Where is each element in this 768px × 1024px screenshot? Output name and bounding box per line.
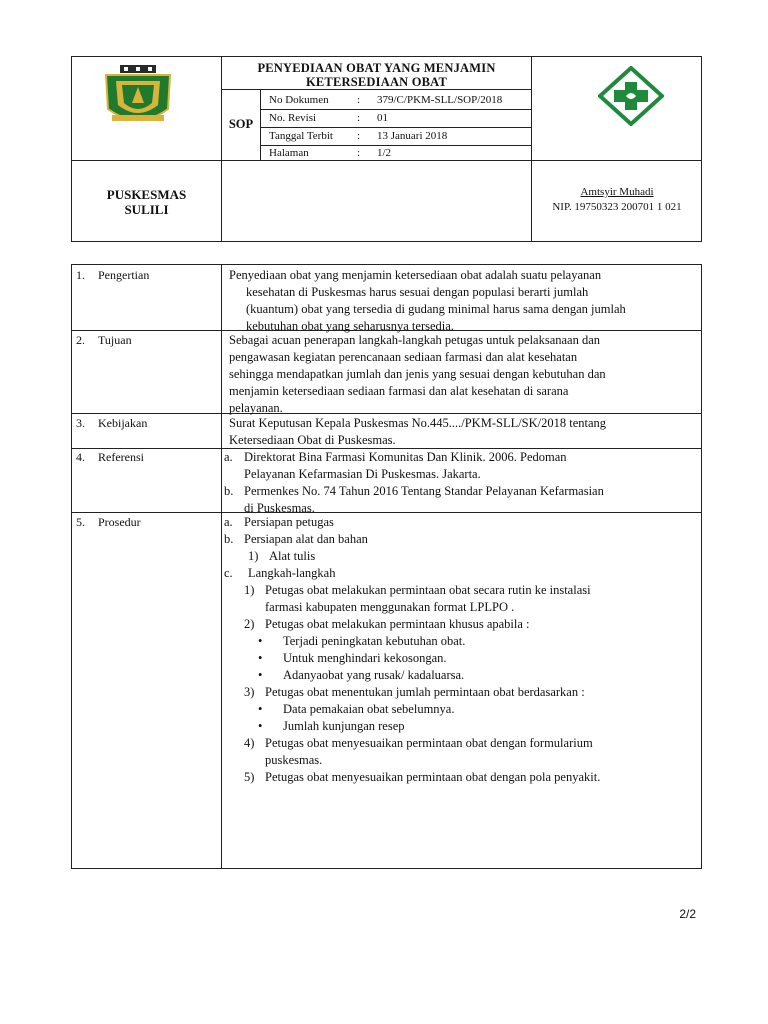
reference-item-a — [244, 449, 699, 483]
list-marker: 3) — [244, 685, 255, 699]
title-line-1: PENYEDIAAN OBAT YANG MENJAMIN — [257, 61, 496, 75]
list-marker: c. — [224, 566, 233, 580]
section-title: Pengertian — [98, 268, 150, 282]
section-title: Referensi — [98, 450, 144, 464]
procedure-step-4 — [265, 735, 695, 769]
list-marker: 1) — [244, 583, 255, 597]
bullet-item: Data pemakaian obat sebelumnya. — [283, 702, 455, 716]
bullet-item: Jumlah kunjungan resep — [283, 719, 405, 733]
text-line: kesehatan di Puskesmas harus sesuai dengan populasi berarti jumlah — [246, 285, 589, 299]
meta-sep: : — [357, 130, 361, 142]
bullet-icon: • — [258, 702, 263, 716]
sop-content-table — [71, 264, 702, 869]
text-line: sehingga mendapatkan jumlah dan jenis yang sesuai dengan kebutuhan dan — [229, 367, 606, 381]
section-title: Tujuan — [98, 333, 132, 347]
text-line: pelayanan. — [229, 401, 283, 415]
text-line: Surat Keputusan Kepala Puskesmas No.445..../PKM-SLL/SK/2018 tentang — [229, 416, 607, 430]
text-line: Petugas obat menyesuaikan permintaan obat dengan formularium — [265, 736, 593, 750]
sop-label: SOP — [228, 117, 254, 131]
bullet-item: Untuk menghindari kekosongan. — [283, 651, 447, 665]
section-label-kebijakan — [76, 416, 147, 431]
section-label-prosedur — [76, 515, 141, 530]
signer-name: Amtsyir Muhadi — [580, 186, 654, 198]
sop-header-table — [71, 56, 702, 242]
text-line: puskesmas. — [265, 753, 323, 767]
meta-value: 13 Januari 2018 — [377, 130, 448, 142]
procedure-item-b1: Alat tulis — [269, 549, 316, 563]
puskesmas-cross-logo — [598, 66, 664, 126]
text-line: Sebagai acuan penerapan langkah-langkah petugas untuk pelaksanaan dan — [229, 333, 601, 347]
list-marker: 5) — [244, 770, 255, 784]
bullet-icon: • — [258, 634, 263, 648]
text-line: kebutuhan obat yang seharusnya tersedia. — [246, 319, 454, 333]
section-number: 5. — [76, 515, 85, 529]
text-line: Penyediaan obat yang menjamin ketersediaan obat adalah suatu pelayanan — [229, 268, 602, 282]
text-line: farmasi kabupaten menggunakan format LPLPO . — [265, 600, 515, 614]
procedure-step-1 — [265, 582, 695, 616]
meta-value: 1/2 — [377, 146, 392, 159]
section-label-pengertian — [76, 268, 149, 283]
bullet-icon: • — [258, 651, 263, 665]
signer-block — [532, 185, 702, 215]
puskesmas-line-1: PUSKESMAS — [106, 187, 187, 202]
meta-row-page — [261, 145, 523, 160]
meta-key: No. Revisi — [269, 112, 317, 124]
meta-key: Halaman — [269, 146, 309, 159]
section-text-pengertian — [229, 267, 699, 335]
bullet-item: Adanyaobat yang rusak/ kadaluarsa. — [283, 668, 465, 682]
meta-key: Tanggal Terbit — [269, 130, 333, 142]
section-title: Kebijakan — [98, 416, 148, 430]
meta-row-issue-date — [261, 127, 523, 145]
page-number: 2/2 — [679, 907, 696, 921]
document-title — [222, 61, 531, 89]
list-marker: 1) — [248, 549, 259, 563]
text-line: Petugas obat melakukan permintaan obat secara rutin ke instalasi — [265, 583, 591, 597]
text-line: menjamin ketersediaan sediaan farmasi dan alat kesehatan di sarana — [229, 384, 569, 398]
meta-key: No Dokumen — [269, 94, 329, 106]
section-number: 3. — [76, 416, 85, 430]
section-number: 4. — [76, 450, 85, 464]
section-number: 2. — [76, 333, 85, 347]
list-marker: 4) — [244, 736, 255, 750]
text-line: Direktorat Bina Farmasi Komunitas Dan Klinik. 2006. Pedoman — [244, 450, 567, 464]
bullet-item: Terjadi peningkatan kebutuhan obat. — [283, 634, 466, 648]
section-number: 1. — [76, 268, 85, 282]
procedure-step-3: Petugas obat menentukan jumlah permintaan obat berdasarkan : — [265, 685, 585, 699]
signer-nip: NIP. 19750323 200701 1 021 — [552, 201, 682, 213]
meta-sep: : — [357, 146, 361, 159]
list-marker: 2) — [244, 617, 255, 631]
text-line: (kuantum) obat yang tersedia di gudang minimal harus sama dengan jumlah — [246, 302, 626, 316]
procedure-item-b: Persiapan alat dan bahan — [244, 532, 368, 546]
text-line: pengawasan kegiatan perencanaan sediaan farmasi dan alat kesehatan — [229, 350, 578, 364]
text-line: di Puskesmas. — [244, 501, 315, 515]
bullet-icon: • — [258, 668, 263, 682]
procedure-step-2: Petugas obat melakukan permintaan khusus apabila : — [265, 617, 530, 631]
meta-value: 379/C/PKM-SLL/SOP/2018 — [377, 94, 503, 106]
meta-row-revision — [261, 109, 523, 127]
meta-row-doc-number — [261, 90, 523, 110]
text-line: Pelayanan Kefarmasian Di Puskesmas. Jakarta. — [244, 467, 481, 481]
puskesmas-name — [72, 187, 221, 217]
meta-sep: : — [357, 94, 361, 106]
bullet-icon: • — [258, 719, 263, 733]
section-title: Prosedur — [98, 515, 141, 529]
list-marker: b. — [224, 532, 234, 546]
section-label-referensi — [76, 450, 144, 465]
list-marker: a. — [224, 450, 233, 464]
section-label-tujuan — [76, 333, 132, 348]
puskesmas-line-2: SULILI — [124, 202, 169, 217]
section-text-kebijakan — [229, 415, 699, 449]
title-line-2: KETERSEDIAAN OBAT — [305, 75, 448, 89]
text-line: Permenkes No. 74 Tahun 2016 Tentang Standar Pelayanan Kefarmasian — [244, 484, 604, 498]
section-text-tujuan — [229, 332, 699, 417]
procedure-item-c: Langkah-langkah — [248, 566, 336, 580]
reference-item-b — [244, 483, 699, 517]
regency-emblem-logo — [102, 65, 174, 129]
list-marker: a. — [224, 515, 233, 529]
document-meta — [261, 90, 532, 160]
meta-sep: : — [357, 112, 361, 124]
procedure-item-a: Persiapan petugas — [244, 515, 334, 529]
text-line: Ketersediaan Obat di Puskesmas. — [229, 433, 396, 447]
list-marker: b. — [224, 484, 234, 498]
meta-value: 01 — [377, 112, 388, 124]
procedure-step-5: Petugas obat menyesuaikan permintaan obat dengan pola penyakit. — [265, 770, 601, 784]
